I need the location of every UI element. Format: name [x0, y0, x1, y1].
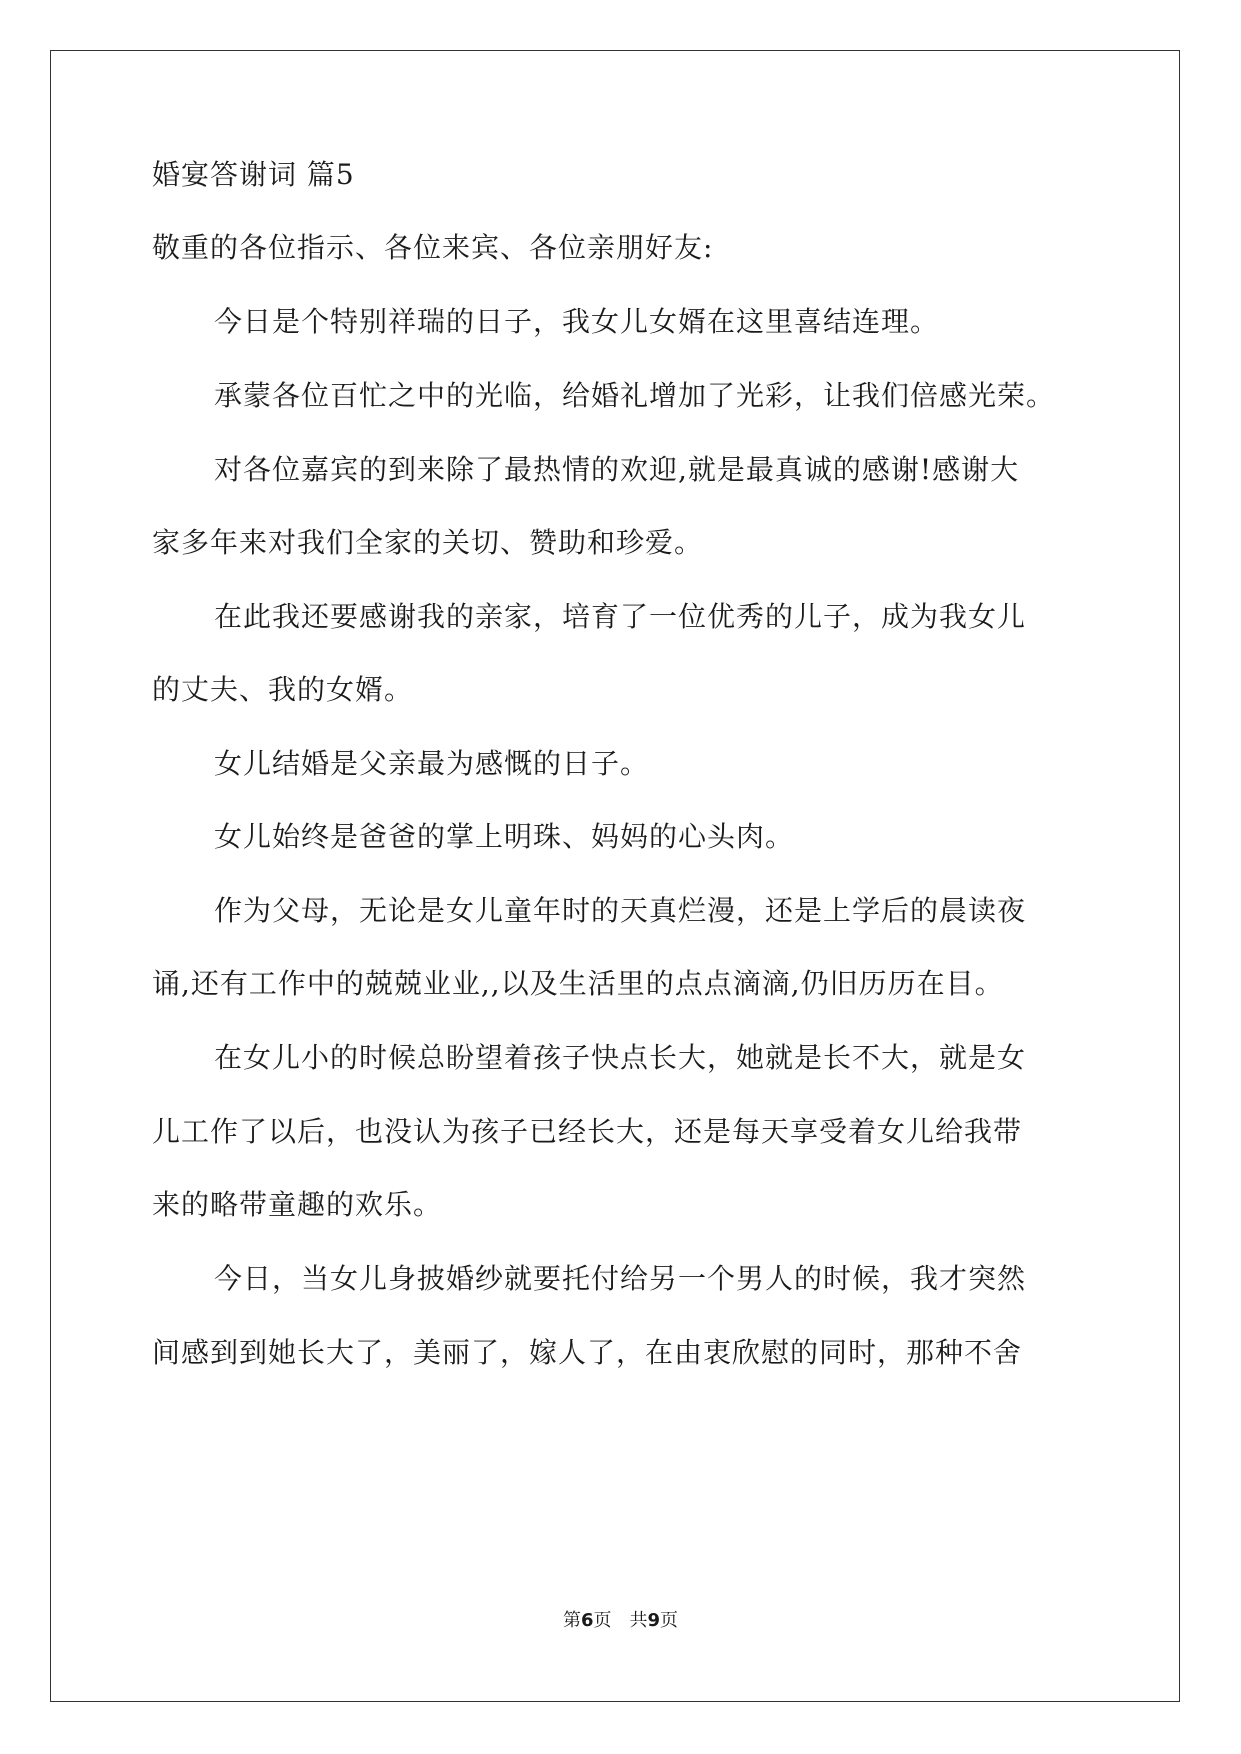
page-number: 6 [580, 1610, 594, 1631]
paragraph-line: 承蒙各位百忙之中的光临，给婚礼增加了光彩，让我们倍感光荣。 [214, 379, 1056, 412]
paragraph-line: 在女儿小的时候总盼望着孩子快点长大，她就是长不大，就是女 [214, 1041, 1027, 1074]
paragraph-line: 今日，当女儿身披婚纱就要托付给另一个男人的时候，我才突然 [214, 1262, 1027, 1295]
total-prefix: 共 [629, 1610, 648, 1631]
document-heading: 婚宴答谢词 篇5 [152, 158, 355, 191]
paragraph-line: 家多年来对我们全家的关切、赞助和珍爱。 [152, 526, 704, 559]
page-suffix: 页 [593, 1610, 612, 1631]
paragraph-line: 女儿结婚是父亲最为感慨的日子。 [214, 747, 650, 780]
paragraph-line: 在此我还要感谢我的亲家，培育了一位优秀的儿子，成为我女儿 [214, 600, 1027, 633]
paragraph-line: 的丈夫、我的女婿。 [152, 673, 414, 706]
page-prefix: 第 [562, 1610, 581, 1631]
salutation: 敬重的各位指示、各位来宾、各位亲朋好友: [152, 231, 714, 264]
paragraph-line: 作为父母，无论是女儿童年时的天真烂漫，还是上学后的晨读夜 [214, 894, 1027, 927]
paragraph-line: 儿工作了以后，也没认为孩子已经长大，还是每天享受着女儿给我带 [152, 1115, 1023, 1148]
paragraph-line: 来的略带童趣的欢乐。 [152, 1188, 443, 1221]
page-footer [0, 1609, 1241, 1633]
page-border [50, 50, 1180, 1702]
paragraph-line: 诵,还有工作中的兢兢业业,,以及生活里的点点滴滴,仍旧历历在目。 [152, 967, 1004, 1000]
paragraph-line: 间感到到她长大了，美丽了，嫁人了，在由衷欣慰的同时，那种不舍 [152, 1336, 1023, 1369]
paragraph-line: 今日是个特别祥瑞的日子，我女儿女婿在这里喜结连理。 [214, 305, 940, 338]
paragraph-line: 女儿始终是爸爸的掌上明珠、妈妈的心头肉。 [214, 820, 795, 853]
total-pages: 9 [647, 1610, 661, 1631]
paragraph-line: 对各位嘉宾的到来除了最热情的欢迎,就是最真诚的感谢!感谢大 [214, 453, 1020, 486]
total-suffix: 页 [660, 1610, 679, 1631]
